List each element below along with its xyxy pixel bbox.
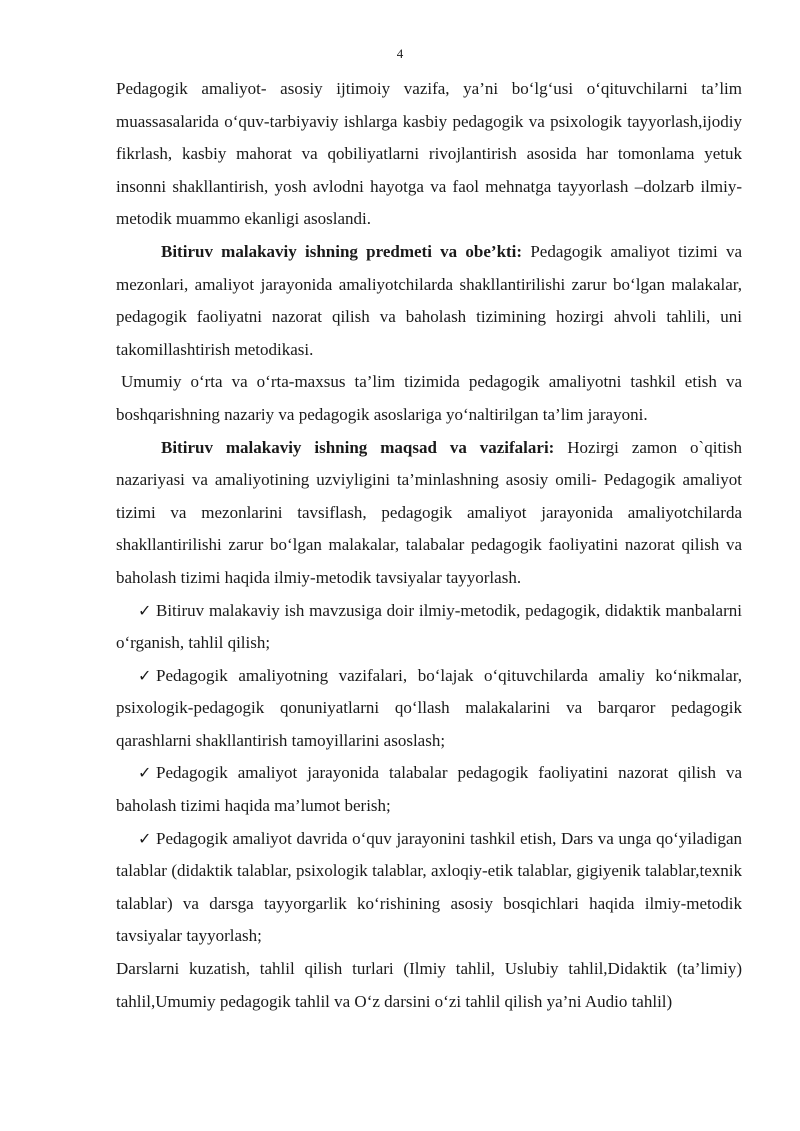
list-item-continuation: Darslarni kuzatish, tahlil qilish turlari (Ilmiy tahlil, Uslubiy tahlil,Didaktik (ta’limiy) tahlil,Umumiy pedagogik tahlil va O‘z darsini o‘zi tahlil qilish ya’ni Audio tahlil) bbox=[116, 959, 742, 1011]
checkmark-icon: ✓ bbox=[138, 763, 152, 783]
subject-object-text: Pedagogik amaliyot tizimi va mezonlari, amaliyot jarayonida amaliyotchilarda shakllantirilishi zarur bo‘lgan malakalar, pedagogik faoliyatni nazorat qilish va baholash tizimining hozirgi ahvoli tahlili, uni takomillashtirish metodikasi. bbox=[116, 241, 742, 359]
list-item-text: Pedagogik amaliyot jarayonida talabalar pedagogik faoliyatini nazorat qilish va baholash tizimi haqida ma’lumot berish; bbox=[116, 763, 742, 816]
heading-goals-tasks: Bitiruv malakaviy ishning maqsad va vazifalari: bbox=[161, 437, 555, 457]
list-item bbox=[116, 757, 742, 822]
list-item-text: Pedagogik amaliyot davrida o‘quv jarayonini tashkil etish, Dars va unga qo‘yiladigan talablar (didaktik talablar, psixologik talablar, axloqiy-etik talablar, gigiyenik talablar,texnik talablar) va darsga tayyorgarlik ko‘rishining asosiy bosqichlari haqida ilmiy-metodik tavsiyalar tayyorlash; bbox=[116, 828, 742, 946]
list-item bbox=[116, 660, 742, 758]
checkmark-icon: ✓ bbox=[138, 828, 152, 848]
paragraph-general-education: Umumiy o‘rta va o‘rta-maxsus ta’lim tizimida pedagogik amaliyotni tashkil etish va boshqarishning nazariy va pedagogik asoslariga yo‘naltirilgan ta’lim jarayoni. bbox=[116, 372, 742, 424]
paragraph-subject-object bbox=[116, 236, 742, 366]
paragraph-goals-tasks bbox=[116, 432, 742, 595]
list-item-text: Bitiruv malakaviy ish mavzusiga doir ilmiy-metodik, pedagogik, didaktik manbalarni o‘rganish, tahlil qilish; bbox=[116, 600, 742, 653]
list-item bbox=[116, 595, 742, 660]
checkmark-icon: ✓ bbox=[138, 600, 152, 620]
page-number: 4 bbox=[396, 46, 404, 61]
heading-subject-object: Bitiruv malakaviy ishning predmeti va obe’kti: bbox=[161, 241, 523, 261]
checkmark-icon: ✓ bbox=[138, 665, 152, 685]
list-item-text: Pedagogik amaliyotning vazifalari, bo‘lajak o‘qituvchilarda amaliy ko‘nikmalar, psixologik-pedagogik qonuniyatlarni qo‘llash malakalarini va barqaror pedagogik qarashlarni shakllantirish tamoyillarini asoslash; bbox=[116, 665, 742, 750]
list-item bbox=[116, 823, 742, 953]
goals-tasks-text: Hozirgi zamon o`qitish nazariyasi va amaliyotining uzviyligini ta’minlashning asosiy omili- Pedagogik amaliyot tizimi va mezonlarini tavsiflash, pedagogik amaliyot jarayonida amaliyotchilarda shakllantirilishi zarur bo‘lgan malakalar, talabalar pedagogik faoliyatini nazorat qilish va baholash tizimi haqida ilmiy-metodik tavsiyalar tayyorlash. bbox=[116, 437, 743, 587]
paragraph-intro: Pedagogik amaliyot- asosiy ijtimoiy vazifa, ya’ni bo‘lg‘usi o‘qituvchilarni ta’lim muassasalarida o‘quv-tarbiyaviy ishlarga kasbiy pedagogik va psixologik tayyorlash,ijodiy fikrlash, kasbiy mahorat va qobiliyatlarni rivojlantirish asosida har tomonlama yetuk insonni shakllantirish, yosh avlodni hayotga va faol mehnatga tayyorlash –dolzarb ilmiy- metodik muammo ekanligi asoslandi. bbox=[116, 79, 742, 229]
document-body bbox=[116, 73, 742, 1018]
